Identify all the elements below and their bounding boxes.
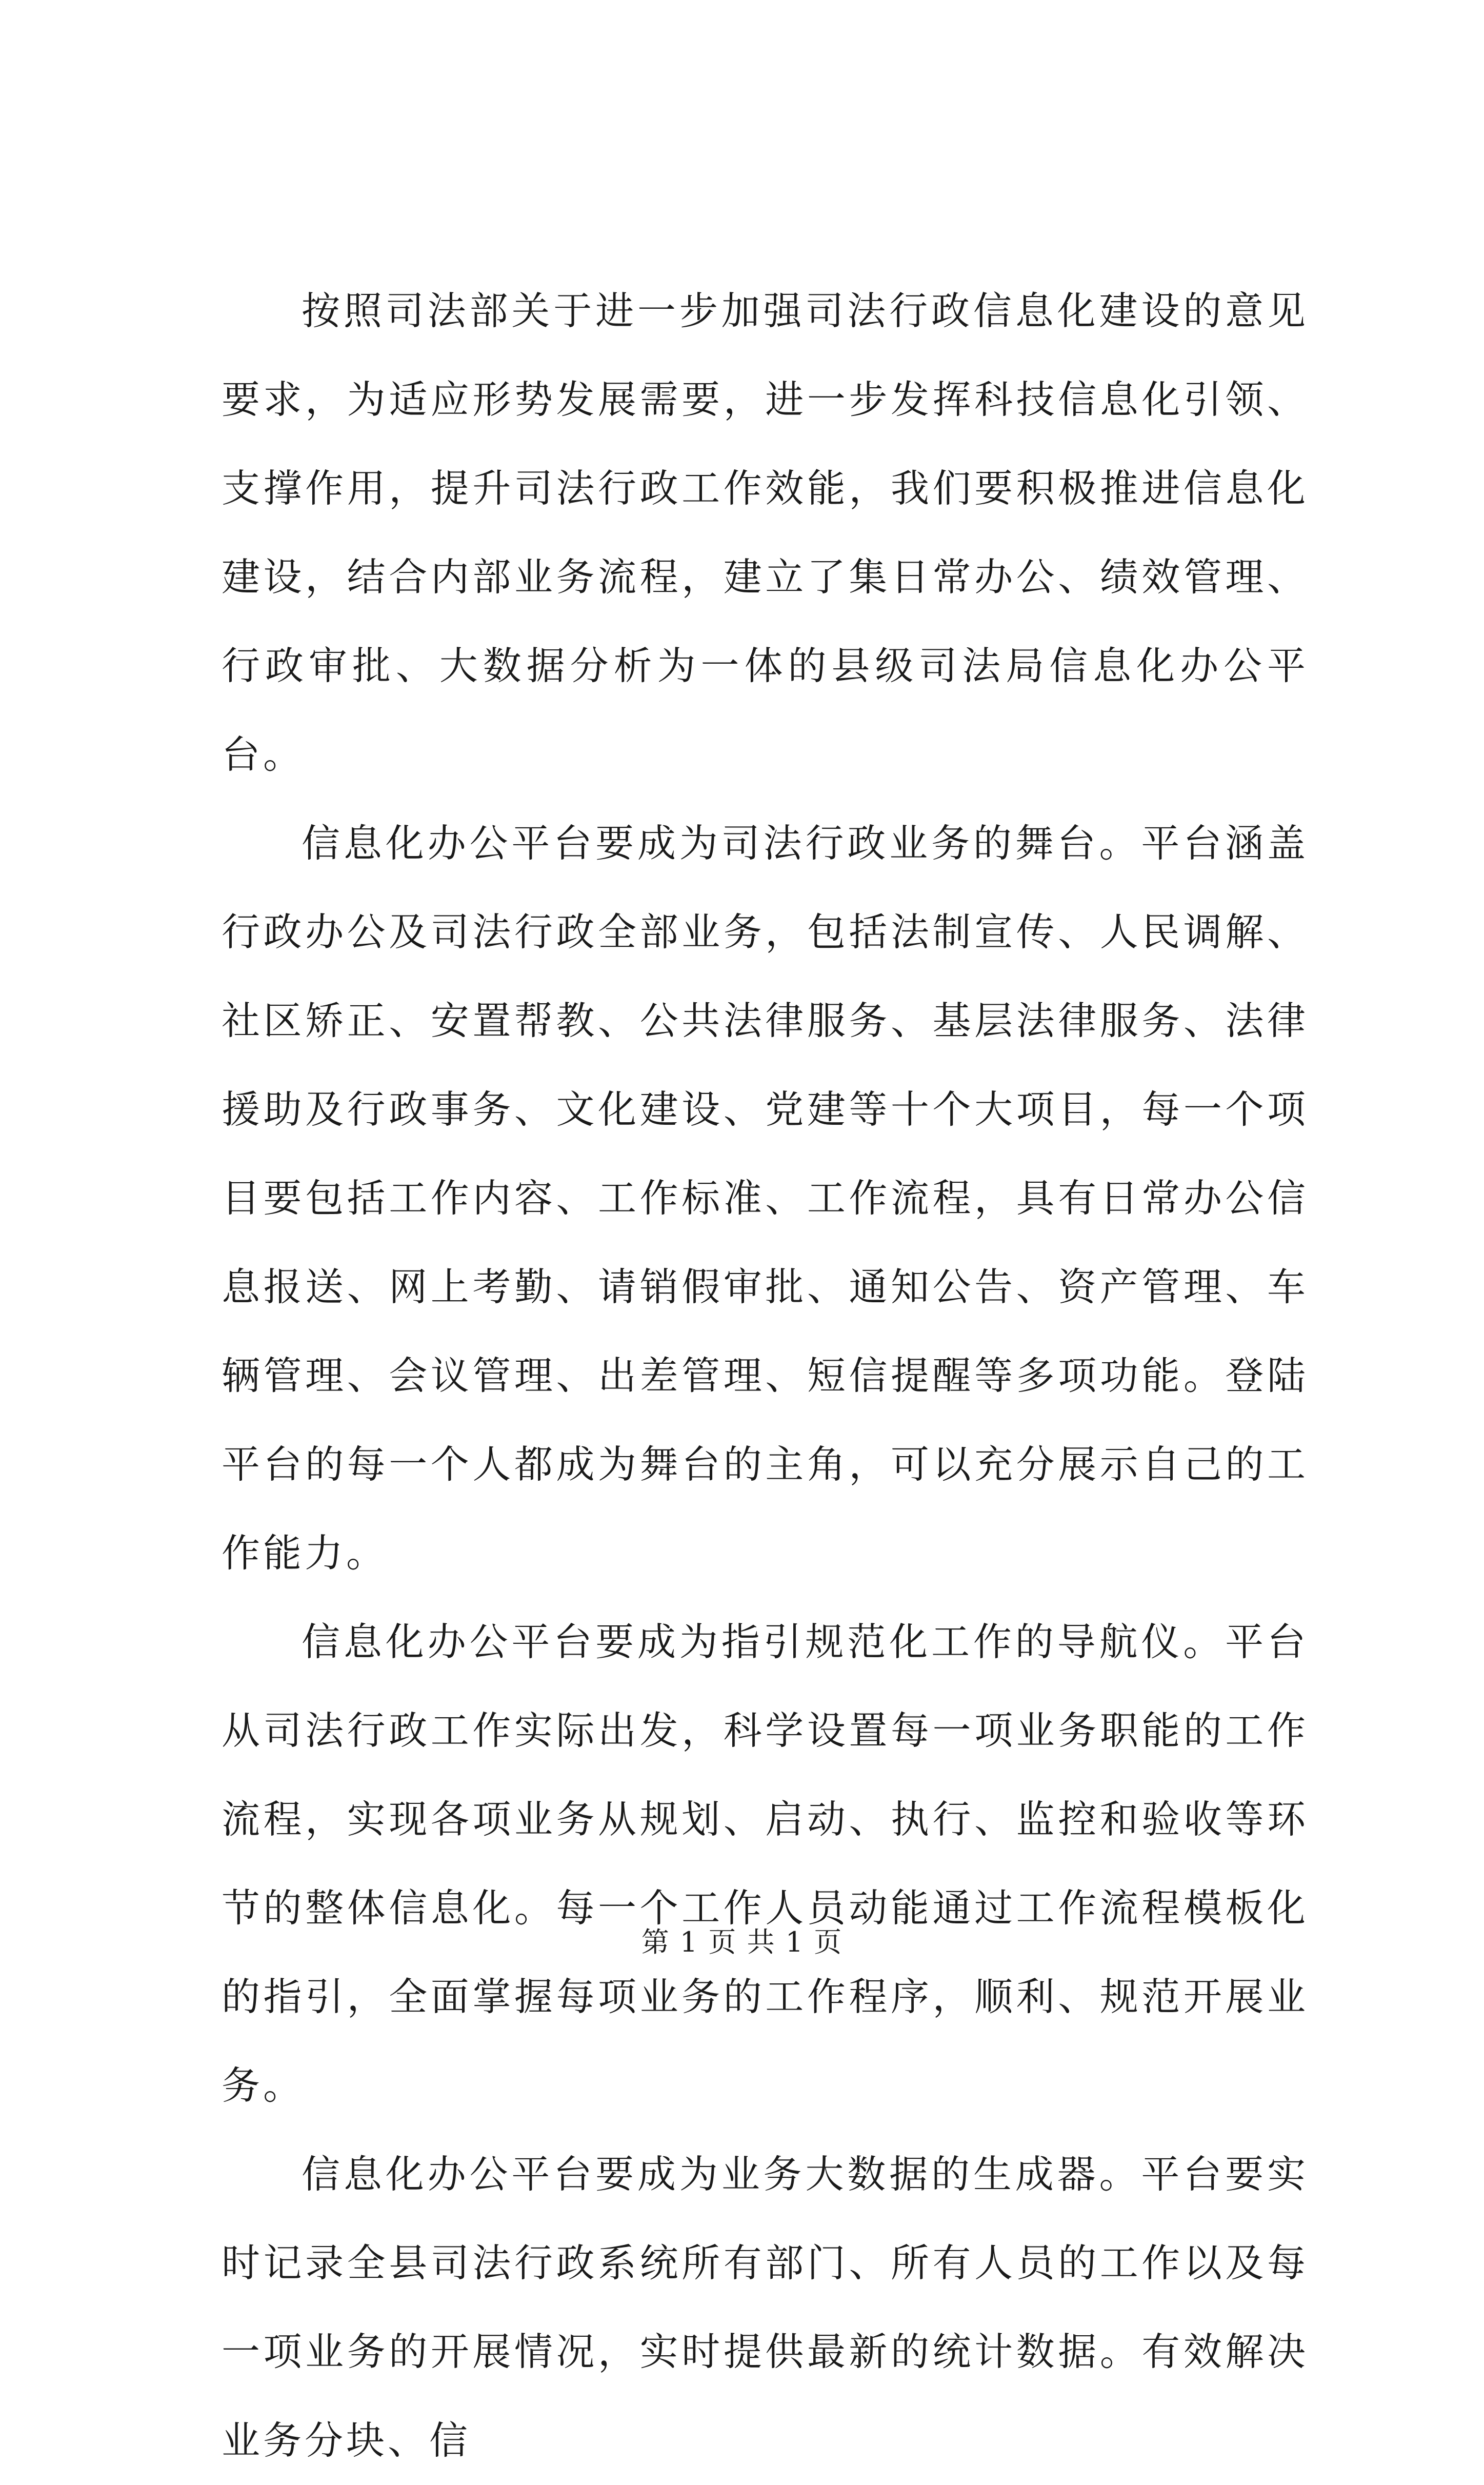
document-body — [222, 267, 1309, 2485]
paragraph-3: 信息化办公平台要成为指引规范化工作的导航仪。平台从司法行政工作实际出发，科学设置每一项业务职能的工作流程，实现各项业务从规划、启动、执行、监控和验收等环节的整体信息化。每一个工作人员动能通过工作流程模板化的指引，全面掌握每项业务的工作程序，顺利、规范开展业务。 — [222, 1619, 1309, 2108]
paragraph-4: 信息化办公平台要成为业务大数据的生成器。平台要实时记录全县司法行政系统所有部门、所有人员的工作以及每一项业务的开展情况，实时提供最新的统计数据。有效解决业务分块、信 — [222, 2152, 1309, 2463]
paragraph-2: 信息化办公平台要成为司法行政业务的舞台。平台涵盖行政办公及司法行政全部业务，包括法制宣传、人民调解、社区矫正、安置帮教、公共法律服务、基层法律服务、法律援助及行政事务、文化建设、党建等十个大项目，每一个项目要包括工作内容、工作标准、工作流程，具有日常办公信息报送、网上考勤、请销假审批、通知公告、资产管理、车辆管理、会议管理、出差管理、短信提醒等多项功能。登陆平台的每一个人都成为舞台的主角，可以充分展示自己的工作能力。 — [222, 821, 1309, 1576]
page-footer: 第 1 页 共 1 页 — [641, 1926, 843, 1958]
paragraph-1: 按照司法部关于进一步加强司法行政信息化建设的意见要求，为适应形势发展需要，进一步发挥科技信息化引领、支撑作用，提升司法行政工作效能，我们要积极推进信息化建设，结合内部业务流程，建立了集日常办公、绩效管理、行政审批、大数据分析为一体的县级司法局信息化办公平台。 — [222, 288, 1309, 777]
